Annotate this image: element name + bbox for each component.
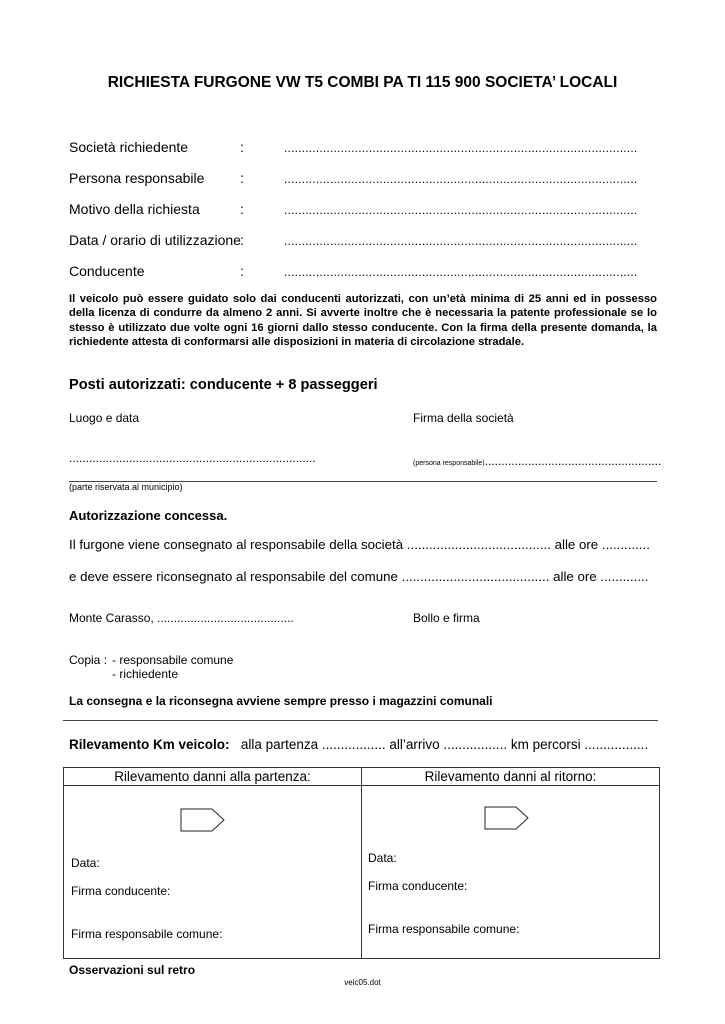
stamp-signature-label: Bollo e firma [413,611,480,625]
km-label: Rilevamento Km veicolo: [69,737,230,752]
field-dots-societa: .................................................................................................... [284,141,638,155]
damage-return-header: Rilevamento danni al ritorno: [362,768,660,786]
official-signature-label: Firma responsabile comune: [71,927,223,941]
damage-return-cell [362,786,660,959]
official-signature-label: Firma responsabile comune: [368,922,520,936]
field-label-motivo: Motivo della richiesta [69,201,200,217]
template-filename: veic05.dot [344,978,381,987]
data-label: Data: [71,856,100,870]
authorized-seats: Posti autorizzati: conducente + 8 passeggeri [69,377,378,393]
damage-departure-header: Rilevamento danni alla partenza: [64,768,362,786]
company-signature-label: Firma della società [413,411,514,425]
authorization-line-2: e deve essere riconsegnato al responsabile del comune ........................................ alle ore ............. [69,569,649,584]
place-date-label: Luogo e data [69,411,140,425]
km-row [69,737,648,752]
responsible-signature [413,452,661,470]
notice-paragraph: Il veicolo può essere guidato solo dai conducenti autorizzati, con un’età minima di 25 anni ed in possesso della licenza di condurre da almeno 2 anni. Si avverte inoltre che è necessaria la patente professionale se lo stesso è utilizzato due volte ogni 16 giorni dallo stesso conducente. Con la firma della presente domanda, la richiedente attesta di conformarsi alle disposizioni in materia di circolazione stradale. [69,293,657,348]
driver-signature-label: Firma conducente: [368,879,468,893]
field-label-persona: Persona responsabile [69,170,205,186]
authorization-line-1: Il furgone viene consegnato al responsabile della società ....................................... alle ore ............. [69,537,650,552]
field-colon: : [240,139,244,155]
copy-label: Copia : [69,653,108,667]
km-values: alla partenza ................. all’arrivo ................. km percorsi ................. [240,737,649,752]
damage-table [63,767,660,959]
document-title: RICHIESTA FURGONE VW T5 COMBI PA TI 115 900 SOCIETA’ LOCALI [107,74,618,91]
copy-item-richiedente: - richiedente [112,667,179,681]
delivery-note: La consegna e la riconsegna avviene sempre presso i magazzini comunali [69,694,493,708]
field-dots-motivo: .................................................................................................... [284,203,638,217]
vehicle-arrow-icon [180,808,226,832]
field-label-societa: Società richiedente [69,139,189,155]
place-date-dots: .......................................................................... [69,451,316,465]
field-colon: : [240,263,244,279]
field-dots-data-orario: .................................................................................................... [284,234,638,248]
municipio-note: (parte riservata al municipio) [69,482,183,492]
responsible-dots: ..................................................... [484,454,662,468]
damage-departure-cell [64,786,362,959]
data-label: Data: [368,851,397,865]
field-dots-conducente: .................................................................................................... [284,265,638,279]
responsible-person-note: (persona responsabile) [413,460,485,467]
field-colon: : [240,232,244,248]
divider [63,720,658,721]
vehicle-arrow-icon [484,806,530,830]
driver-signature-label: Firma conducente: [71,884,171,898]
field-label-data-orario: Data / orario di utilizzazione [69,232,241,248]
field-label-conducente: Conducente [69,263,145,279]
copy-item-comune: - responsabile comune [112,653,234,667]
authorization-heading: Autorizzazione concessa. [69,508,228,523]
place-line: Monte Carasso, ......................................... [69,611,294,625]
field-colon: : [240,201,244,217]
field-dots-persona: .................................................................................................... [284,172,638,186]
field-colon: : [240,170,244,186]
observations-note: Osservazioni sul retro [69,963,196,977]
